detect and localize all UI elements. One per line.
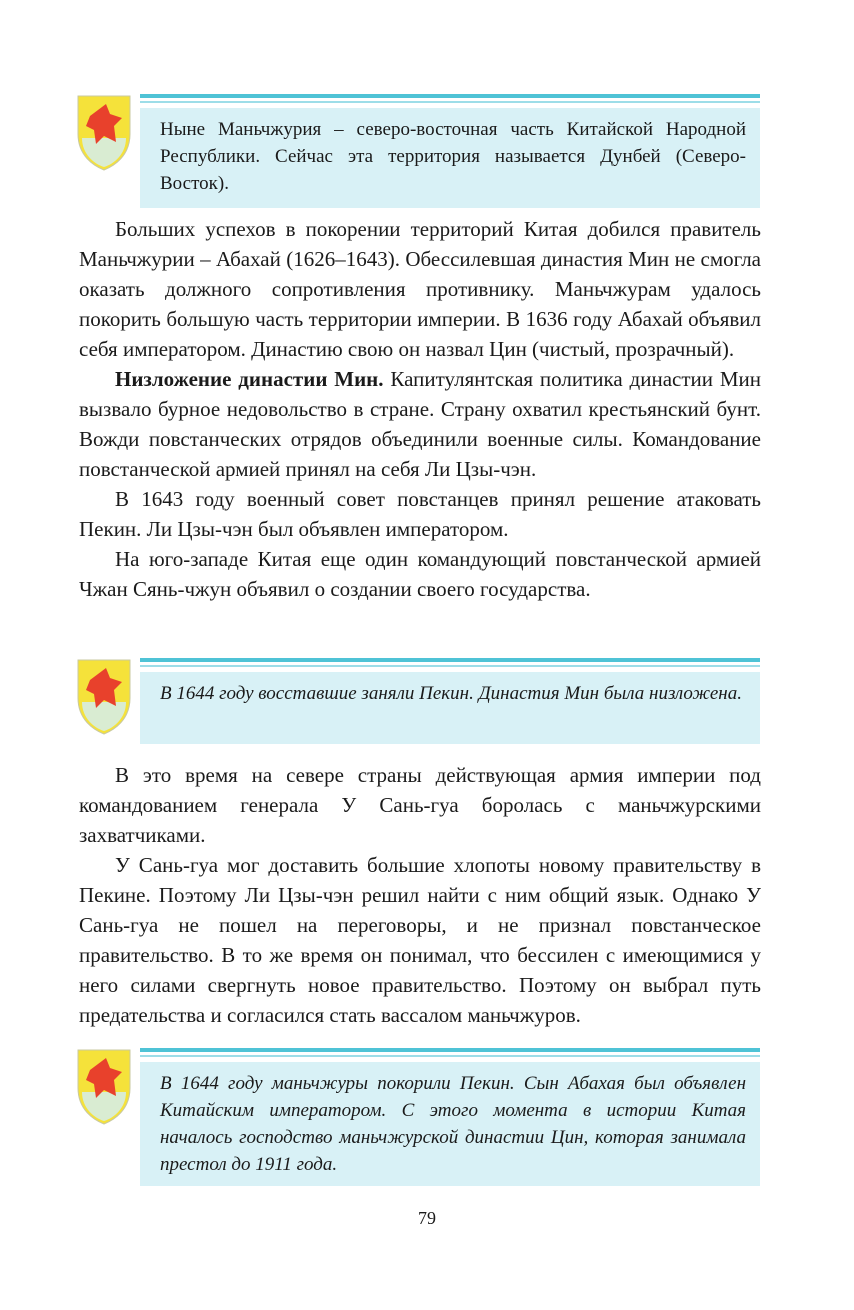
note-rule	[140, 94, 760, 98]
page-number: 79	[418, 1208, 436, 1228]
note-box-2	[76, 658, 760, 744]
paragraph: У Сань-гуа мог доставить большие хлопоты новому правительству в Пекине. Поэтому Ли Цзы-чэн решил найти с ним общий язык. Однако У Сань-гуа не пошел на переговоры, и не признал повстанческое правительство. В то же время он понимал, что бессилен с имеющимися у него силами свергнуть новое правительство. Поэтому он выбрал путь предательства и согласился стать вассалом маньчжуров.	[79, 853, 761, 1027]
shield-icon	[76, 658, 132, 736]
note-rule-thin	[140, 1055, 760, 1057]
section-heading: Низложение династии Мин.	[115, 367, 384, 391]
note-text: В 1644 году маньчжуры покорили Пекин. Сын Абахая был объявлен Китайским императором. С этого момента в истории Китая началось господство маньчжурской династии Цин, которая занимала престол до 1911 года.	[160, 1073, 746, 1175]
paragraph: В 1643 году военный совет повстанцев принял решение атаковать Пекин. Ли Цзы-чэн был объявлен императором.	[79, 487, 761, 541]
note-rule-thin	[140, 665, 760, 667]
paragraph: На юго-западе Китая еще один командующий повстанческой армией Чжан Сянь-чжун объявил о создании своего государства.	[79, 547, 761, 601]
shield-icon	[76, 94, 132, 172]
shield-icon	[76, 1048, 132, 1126]
body-block-1	[79, 214, 761, 604]
paragraph	[79, 364, 761, 484]
body-block-2	[79, 760, 761, 1030]
note-text: В 1644 году восставшие заняли Пекин. Династия Мин была низложена.	[160, 683, 742, 704]
note-rule	[140, 658, 760, 662]
note-rule	[140, 1048, 760, 1052]
note-rule-thin	[140, 101, 760, 103]
note-box-1	[76, 94, 760, 208]
paragraph: Больших успехов в покорении территорий Китая добился правитель Маньчжурии – Абахай (1626–1643). Обессилевшая династия Мин не смогла оказать должного сопротивления противнику. Маньчжурам удалось покорить большую часть территории империи. В 1636 году Абахай объявил себя императором. Династию свою он назвал Цин (чистый, прозрачный).	[79, 217, 761, 361]
paragraph: В это время на севере страны действующая армия империи под командованием генерала У Сань-гуа боролась с маньчжурскими захватчиками.	[79, 763, 761, 847]
paragraph-text: Капитулянтская политика династии Мин вызвало бурное недовольство в стране. Страну охватил крестьянский бунт. Вожди повстанческих отрядов объединили военные силы. Командование повстанческой армией принял на себя Ли Цзы-чэн.	[79, 367, 761, 481]
note-box-3	[76, 1048, 760, 1186]
note-text: Ныне Маньчжурия – северо-восточная часть Китайской Народной Республики. Сейчас эта территория называется Дунбей (Северо-Восток).	[160, 119, 746, 194]
